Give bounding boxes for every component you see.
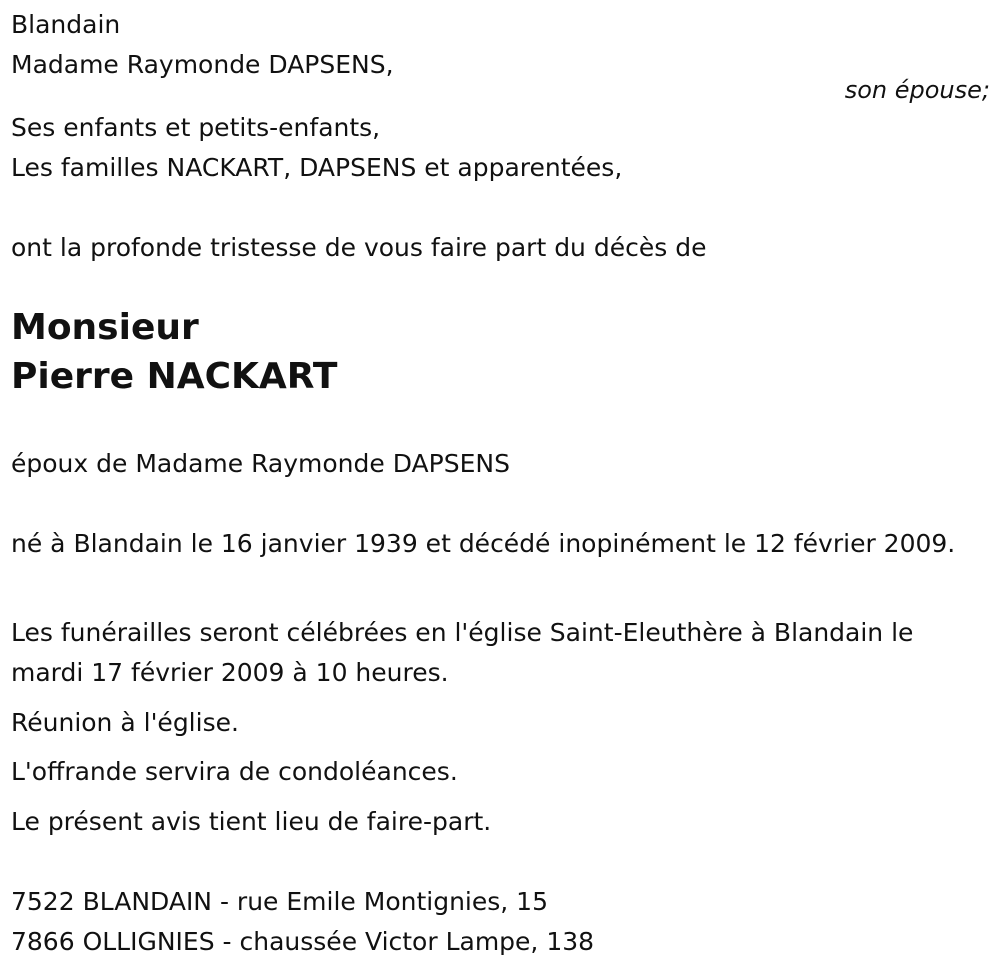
address-ollignies: 7866 OLLIGNIES - chaussée Victor Lampe, 138 xyxy=(11,927,595,956)
spouse-role: son épouse; xyxy=(844,76,990,104)
deceased-title: Monsieur xyxy=(11,307,199,348)
families-line: Les familles NACKART, DAPSENS et apparentées, xyxy=(11,153,623,182)
spouse-line: Madame Raymonde DAPSENS, xyxy=(11,50,394,79)
place-heading: Blandain xyxy=(11,10,121,39)
children-line: Ses enfants et petits-enfants, xyxy=(11,113,381,142)
address-blandain: 7522 BLANDAIN - rue Emile Montignies, 15 xyxy=(11,887,548,916)
announcement-text: ont la profonde tristesse de vous faire part du décès de xyxy=(11,233,707,262)
notice-text: Le présent avis tient lieu de faire-part. xyxy=(11,807,492,836)
birth-death-text: né à Blandain le 16 janvier 1939 et décédé inopinément le 12 février 2009. xyxy=(11,529,956,558)
offering-text: L'offrande servira de condoléances. xyxy=(11,757,458,786)
spouse-of-line: époux de Madame Raymonde DAPSENS xyxy=(11,449,510,478)
deceased-name: Pierre NACKART xyxy=(11,356,338,397)
funeral-text: Les funérailles seront célébrées en l'église Saint-Eleuthère à Blandain le mardi 17 février 2009 à 10 heures. xyxy=(11,618,914,687)
meeting-text: Réunion à l'église. xyxy=(11,708,239,737)
